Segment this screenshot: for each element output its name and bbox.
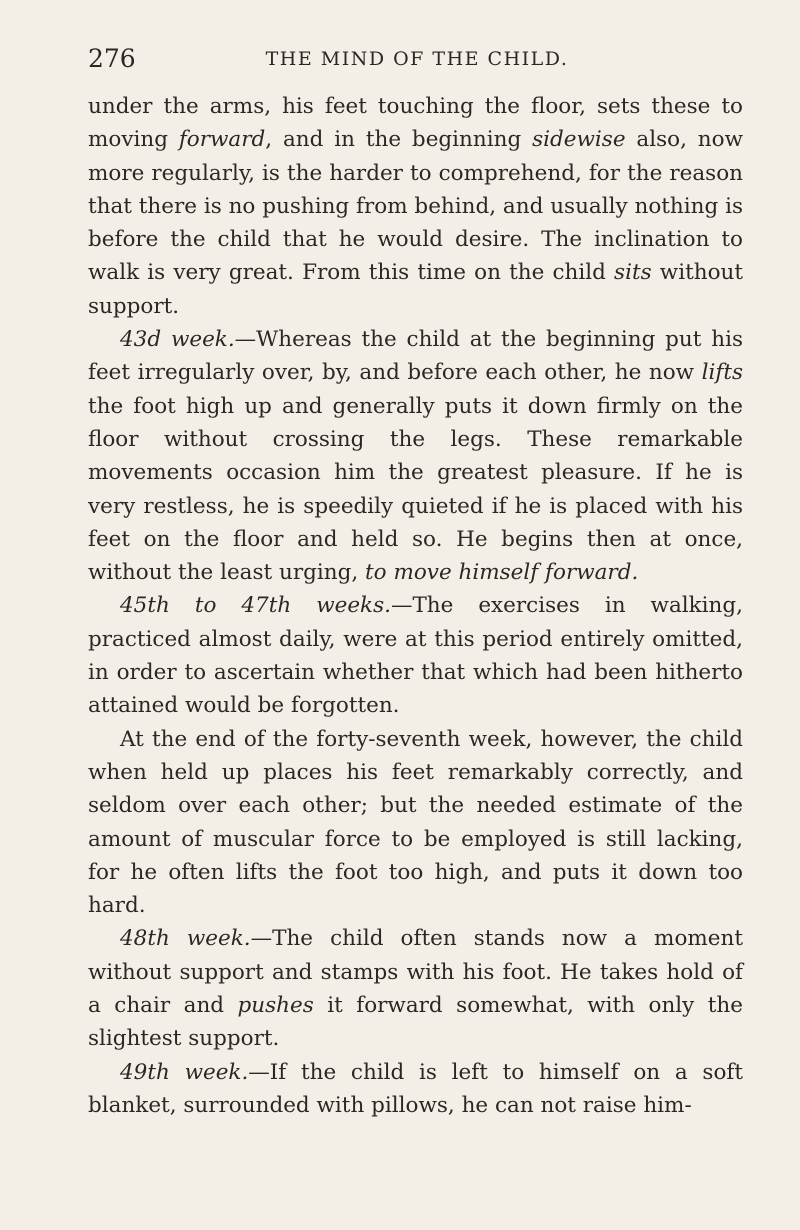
entry-heading: 45th to 47th weeks. [120,593,391,619]
paragraph-continuation: under the arms, his feet touching the floor, sets these to moving forward, and in the beginning sidewise also, now more regularly, is the harder to comprehend, for the reason that there is no pushing from behind, and usually nothing is before the child that he would desire. The inclination to walk is very great. From this time on the child sits without support. [88,94,744,319]
entry-heading: 43d week. [120,327,235,353]
paragraph-week-49: 49th week.—If the child is left to himself on a soft blanket, surrounded with pillows, he can not raise him- [88,1059,743,1118]
page-number: 276 [88,44,136,73]
entry-heading: 48th week. [120,926,251,952]
paragraph-week-43: 43d week.—Whereas the child at the beginning put his feet irregularly over, by, and before each other, he now lifts the foot high up and generally puts it down firmly on the floor without crossing the legs. These remarkable movements occasion him the greatest pleasure. If he is very restless, he is speedily quieted if he is placed with his feet on the floor and held so. He begins then at once, without the least urging, to move himself forward. [88,327,743,586]
paragraph-week-48: 48th week.—The child often stands now a moment without support and stamps with his foot. He takes hold of a chair and pushes it forward somewhat, with only the slightest support. [88,926,743,1052]
paragraph-weeks-45-47: 45th to 47th weeks.—The exercises in walking, practiced almost daily, were at this period entirely omitted, in order to ascertain whether that which had been hitherto attained would be forgotten. [88,593,743,719]
paragraph-week-47-end: At the end of the forty-seventh week, however, the child when held up places his feet remarkably correctly, and seldom over each other; but the needed estimate of the amount of muscular force to be employed is still lacking, for he often lifts the foot too high, and puts it down too hard. [88,726,743,919]
entry-heading: 49th week. [120,1059,249,1085]
running-title: THE MIND OF THE CHILD. [265,48,569,70]
page-header [88,44,746,74]
body-text [88,90,743,1122]
